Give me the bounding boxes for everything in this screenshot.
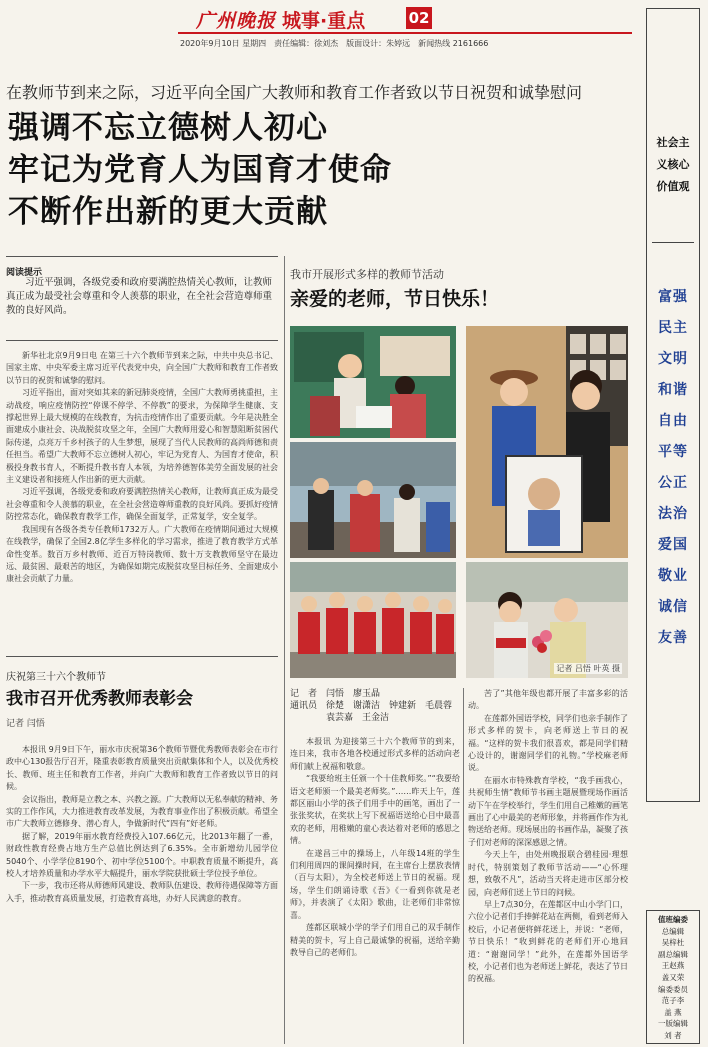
editor-entry: 总编辑 [661, 926, 685, 936]
editor-entry: 刘 者 [664, 1030, 682, 1040]
feature-credits: 记 者 闫悟 廖玉晶 通讯员 徐楚 谢潇洁 钟建新 毛晨蓉 袁芸嘉 王金洁 [290, 689, 453, 723]
feature-body-right [468, 688, 628, 1044]
sub-byline: 记者 闫悟 [6, 719, 45, 729]
headline-line-1: 强调不忘立德树人初心 [8, 110, 328, 146]
editor-entry: 一版编辑 [658, 1019, 688, 1029]
masthead-rule [178, 32, 632, 34]
feature-paragraph: 在丽水市特殊教育学校，“我手画我心，共祝师生情”教师节书画主题展暨现场作画活动下午在学校举行，学生们用自己稚嫩的画笔画出了心中最美的老师形象，并将画作作为礼物送给老师。现场展出的书画作品，凝聚了孩子们对老师的深深感恩之情。 [468, 775, 628, 847]
sub-kicker: 庆祝第三十六个教师节 [6, 672, 106, 683]
editor-entry: 编委委员 [658, 984, 688, 994]
photo-outdoor-students [290, 442, 456, 558]
sub-paragraph: 下一步，我市还将从师德师风建设、教师队伍建设、教师待遇保障等方面入手，推动教育高质量发展，打造教育高地，办好人民满意的教育。 [6, 881, 278, 903]
sub-story-rule [6, 656, 278, 657]
lead-paragraph: 习近平指出，面对突如其来的新冠肺炎疫情，全国广大教师勇挑重担，主动战疫，响应疫情防控“停课不停学、不停教”的要求，为保障学生健康、支撑起世界上最大规模的在线教育，为抗击疫情作出了重要贡献。今年是决胜全面建成小康社会、决战脱贫攻坚之年，全国广大教师用爱心和智慧阻断贫困代际传递，点亮万千乡村孩子的人生梦想，展现了当代人民教师的高尚师德和责任担当。希望广大教师不忘立德树人初心，牢记为党育人、为国育才使命，积极投身教书育人，不断提升教书育人本领，为培养德智体美劳全面发展的社会主义建设者和接班人作出新的更大贡献。 [6, 388, 278, 485]
feature-title: 亲爱的老师，节日快乐！ [290, 288, 500, 310]
value-item: 友善 [658, 630, 688, 646]
lead-label: 阅读提示 [6, 268, 43, 278]
feature-column-divider [463, 688, 464, 1044]
editor-entry: 吴梓杜 [661, 938, 685, 948]
feature-paragraph: 早上7点30分，在莲都区中山小学门口，六位小记者们手捧鲜花站在两侧，看到老师入校后，小记者便将鲜花送上，并说：“老师，节日快乐！”收到鲜花的老师们开心地回道：“谢谢同学！”此外，在莲都外国语学校，小记者们也为老师送上鲜花，表达了节日的祝福。 [468, 899, 628, 984]
lead-summary: 习近平强调，各级党委和政府要满腔热情关心教师，让教师真正成为最受社会尊重和令人羡慕的职业，在全社会营造尊师重教的良好风尚。 [6, 277, 273, 316]
value-item: 文明 [658, 351, 688, 367]
lead-paragraph: 新华社北京9月9日电 在第三十六个教师节到来之际，中共中央总书记、国家主席、中央军委主席习近平代表党中央，向全国广大教师和教育工作者致以节日的祝贺和诚挚的慰问。 [6, 351, 278, 385]
feature-paragraph: 在遂昌三中的操场上，八年级14班的学生们利用周四的课间操时间，在主席台上摆放表情（百与太阳），为全校老师送上节日的祝福。现场，学生们朗诵诗歌《吾》《一看到你就是老师》，并表演了《太阳》歌曲，让老师们非常惊喜。 [290, 848, 460, 920]
lead-body [6, 350, 278, 646]
sub-body [6, 744, 278, 1044]
editor-entry: 盖 燕 [664, 1007, 682, 1017]
value-item: 平等 [658, 444, 688, 460]
core-values-separator [652, 242, 694, 243]
value-item: 爱国 [658, 537, 688, 553]
photo-classroom-drawing [290, 326, 456, 438]
sub-paragraph: 会议指出，教师是立教之本、兴教之源。广大教师以无私奉献的精神、务实的工作作风，大力推进教育改革发展，为教育事业作出了积极贡献。希望全市广大教师立德修身、潜心育人，争做新时代“四有”好老师。 [6, 794, 278, 829]
issue-meta: 2020年9月10日 星期四 责任编辑：徐刘杰 版面设计：朱婷远 新闻热线 2161666 [180, 39, 489, 48]
sub-paragraph: 本报讯 9月9日下午，丽水市庆祝第36个教师节暨优秀教师表彰会在市行政中心130报告厅召开，隆重表彰教育质量突出贡献集体和个人，以及优秀校长、教师、班主任和教育工作者，并向广大教师和教育工作者致以节日的问候。 [6, 745, 278, 792]
editor-entry: 范子李 [661, 996, 685, 1006]
value-item: 敬业 [658, 568, 688, 584]
editors-list [648, 914, 698, 1042]
value-item: 富强 [658, 289, 688, 305]
editor-entry: 副总编辑 [658, 949, 688, 959]
sub-paragraph: 据了解，2019年丽水教育经费投入107.66亿元，比2013年翻了一番，财政性教育经费占地方生产总值比例达到了6.35%。全市新增幼儿园学位5040个、小学学位8190个、初中学位5100个。中职教育质量不断提升，高校人才培养质量和办学水平大幅提升，丽水学院获批硕士学位授予单位。 [6, 831, 278, 879]
feature-paragraph: “我要给班主任颁一个十佳教师奖。”“我要给语文老师颁一个最美老师奖。”……昨天上午，莲都区丽山小学的孩子们用手中的画笔，画出了一张张奖状，在奖状上写下祝福语送给心目中最喜欢的老师，用稚嫩的童心表达着对老师的感恩之情。 [290, 774, 460, 846]
lead-kicker: 在教师节到来之际，习近平向全国广大教师和教育工作者致以节日祝贺和诚挚慰问 [6, 83, 583, 102]
editor-entry: 王赵燕 [661, 961, 685, 971]
value-item: 公正 [658, 475, 688, 491]
value-item: 和谐 [658, 382, 688, 398]
value-item: 民主 [658, 320, 688, 336]
page-number: 02 [406, 7, 432, 29]
feature-paragraph: 在莲都外国语学校，同学们也亲手制作了形式多样的贺卡，向老师送上节日的祝福。“这样的贺卡我们很喜欢，都是同学们精心设计的，谢谢同学们的礼物。”学校麻老师说。 [468, 713, 628, 773]
value-item: 法治 [658, 506, 688, 522]
lead-paragraph: 我国现有各级各类专任教师1732万人。广大教师在疫情期间通过大规模在线教学，确保了全国2.8亿学生多样化的学习需求，推进了教育教学方式革命性变革。数百万乡村教师、近百万特岗教师、数十万支教教师坚守在最边远、最贫困、最艰苦的地区，为确保如期完成脱贫攻坚目标任务、全面建成小康社会贡献了力量。 [6, 524, 278, 584]
headline-line-3: 不断作出新的更大贡献 [8, 194, 328, 230]
sub-title: 我市召开优秀教师表彰会 [6, 689, 193, 709]
lead-paragraph: 习近平强调，各级党委和政府要满腔热情关心教师，让教师真正成为最受社会尊重和令人羡慕的职业，在全社会营造尊师重教的良好风尚。要抓好疫情防控常态化，确保教育教学工作，确保全面复学，正常复学，安全复学。 [6, 487, 278, 522]
feature-paragraph: 莲都区联城小学的学子们用自己的双手制作精美的贺卡，写上自己最诚挚的祝福，送给辛勤教导自己的老师们。 [290, 923, 460, 957]
value-item: 诚信 [658, 599, 688, 615]
feature-body-left [290, 736, 460, 1044]
feature-paragraph: 今天上午，由处州晚报联合碧桂园·理想时代，特别策划了教师节活动——“心怀理想，致敬不凡”，活动当天将走进市区部分校园，向老师们送上节日的问候。 [468, 850, 628, 897]
feature-paragraph: 本报讯 为迎接第三十六个教师节的到来，连日来，我市各地各校通过形式多样的活动向老师们献上祝福和敬意。 [290, 737, 460, 771]
core-values-list [646, 282, 700, 654]
column-divider [284, 256, 285, 1044]
value-item: 自由 [658, 413, 688, 429]
photo-students-group [290, 562, 456, 678]
feature-paragraph: 苦了”其他年级也都开展了丰富多彩的活动。 [468, 689, 628, 711]
editor-entry: 盖又荣 [661, 972, 685, 982]
headline-line-2: 牢记为党育人为国育才使命 [8, 152, 392, 188]
newspaper-logo: 广州晚报 [196, 10, 277, 32]
core-values-title: 社会主义核心价值观 [656, 136, 690, 193]
editor-entry: 值班编委 [658, 915, 688, 924]
feature-kicker: 我市开展形式多样的教师节活动 [290, 268, 444, 281]
section-title: 城事·重点 [282, 10, 366, 32]
photo-credit: 记者 吕悟 叶英 摄 [556, 664, 620, 673]
lead-summary-rule [6, 340, 278, 341]
masthead [0, 0, 708, 36]
photo-teacher-portrait [466, 326, 628, 558]
lead-top-rule [6, 256, 278, 257]
photo-flowers-gift [466, 562, 628, 678]
